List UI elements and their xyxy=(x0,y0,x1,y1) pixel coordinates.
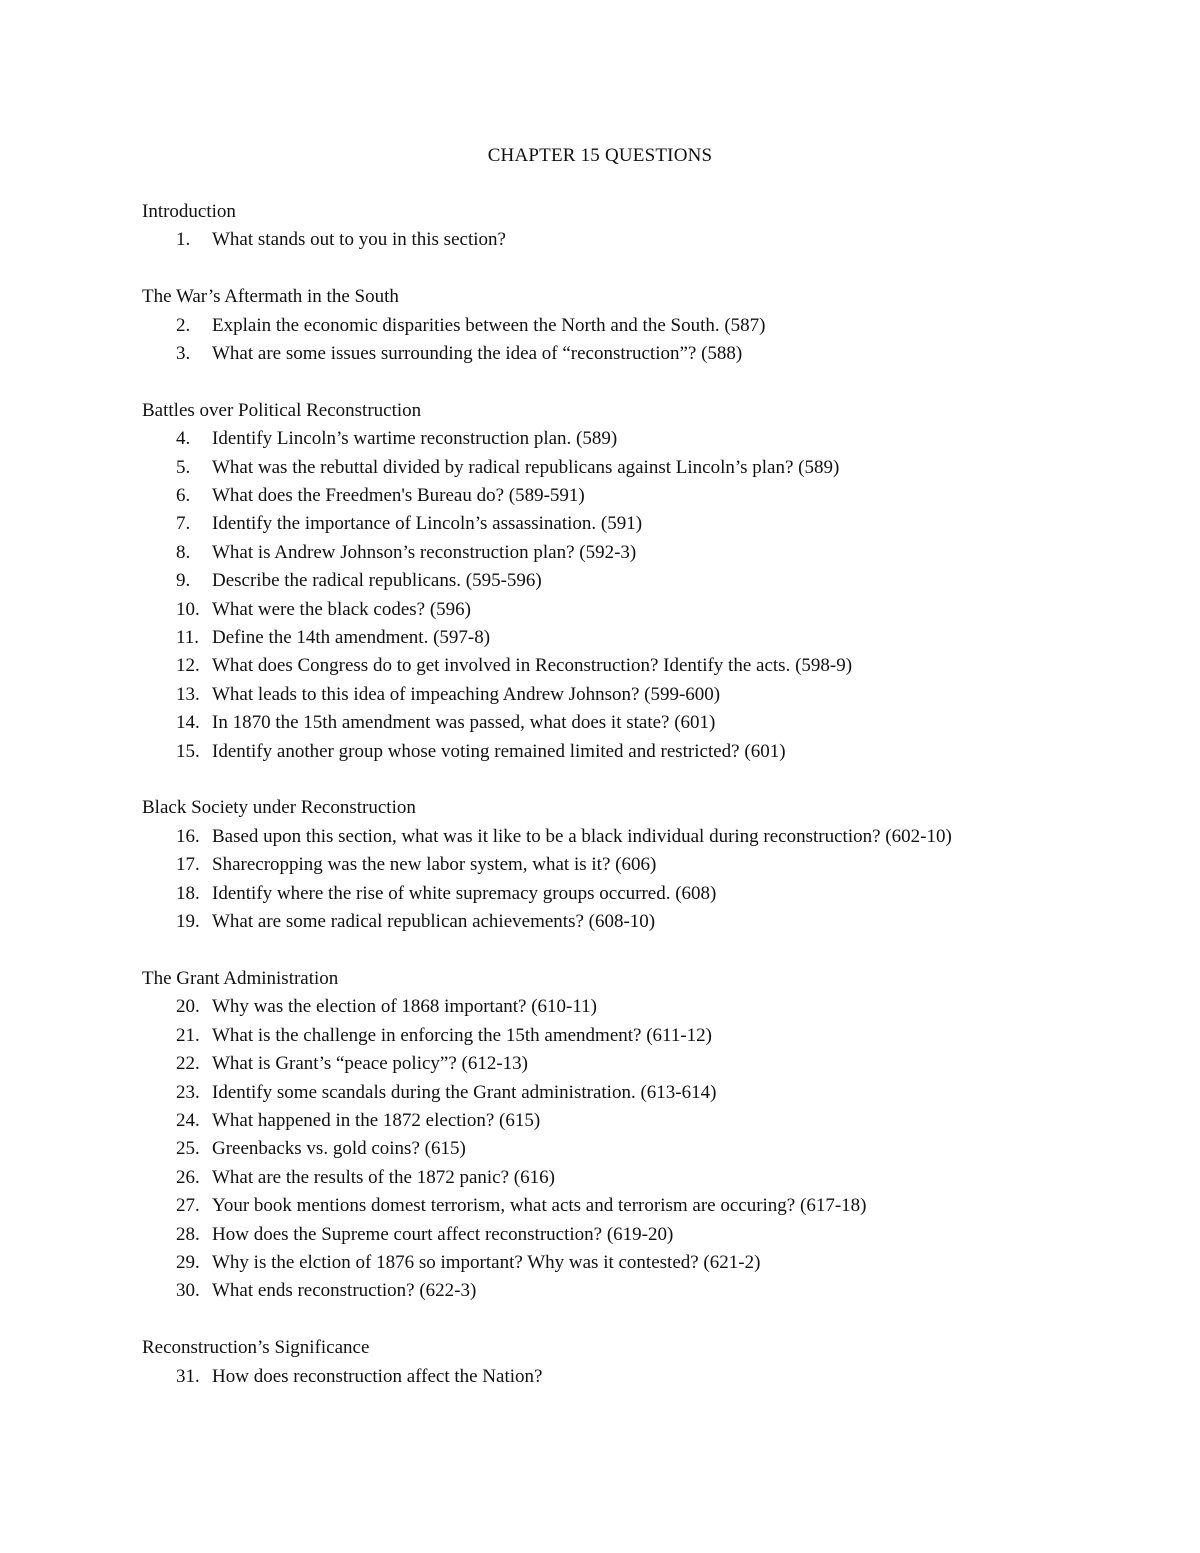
question-text: What stands out to you in this section? xyxy=(212,229,506,251)
question-text: Why is the elction of 1876 so important? Why was it contested? (621-2) xyxy=(212,1251,761,1273)
question-number: 28. xyxy=(176,1223,200,1245)
questions-content xyxy=(142,198,1102,1419)
question-text: Greenbacks vs. gold coins? (615) xyxy=(212,1138,466,1160)
question-text: What happened in the 1872 election? (615) xyxy=(212,1109,541,1131)
question-number: 19. xyxy=(176,911,200,933)
question-number: 12. xyxy=(176,655,200,677)
question-item xyxy=(142,1249,1102,1277)
question-text: Explain the economic disparities between the North and the South. (587) xyxy=(212,314,766,336)
question-item xyxy=(142,539,1102,567)
section-reconstruction-significance xyxy=(142,1334,1102,1391)
question-number: 17. xyxy=(176,854,200,876)
question-number: 24. xyxy=(176,1109,200,1131)
question-text: Identify some scandals during the Grant administration. (613-614) xyxy=(212,1081,717,1103)
question-number: 22. xyxy=(176,1053,200,1075)
question-item xyxy=(142,1022,1102,1050)
question-item xyxy=(142,454,1102,482)
question-item xyxy=(142,1050,1102,1078)
question-number: 29. xyxy=(176,1251,200,1273)
question-item xyxy=(142,425,1102,453)
section-heading: The War’s Aftermath in the South xyxy=(142,286,399,308)
page-title: CHAPTER 15 QUESTIONS xyxy=(487,145,713,166)
section-wars-aftermath xyxy=(142,283,1102,368)
question-item xyxy=(142,1221,1102,1249)
question-text: What were the black codes? (596) xyxy=(212,598,472,620)
question-number: 20. xyxy=(176,996,200,1018)
question-number: 2. xyxy=(176,314,191,336)
question-number: 9. xyxy=(176,570,191,592)
question-number: 5. xyxy=(176,456,191,478)
question-text: What does the Freedmen's Bureau do? (589-591) xyxy=(212,485,585,507)
section-heading: Introduction xyxy=(142,201,236,222)
question-number: 26. xyxy=(176,1166,200,1188)
question-text: Identify Lincoln’s wartime reconstruction plan. (589) xyxy=(212,428,618,450)
question-number: 31. xyxy=(176,1365,200,1387)
question-text: How does the Supreme court affect reconstruction? (619-20) xyxy=(212,1223,674,1245)
question-text: What are some radical republican achievements? (608-10) xyxy=(212,911,656,933)
question-number: 1. xyxy=(176,229,191,251)
question-number: 30. xyxy=(176,1280,200,1302)
question-text: What are some issues surrounding the idea of “reconstruction”? (588) xyxy=(212,343,743,365)
question-text: Based upon this section, what was it like to be a black individual during reconstruction? (602-10) xyxy=(212,825,952,847)
question-number: 18. xyxy=(176,882,200,904)
question-text: How does reconstruction affect the Nation? xyxy=(212,1365,543,1387)
question-item xyxy=(142,681,1102,709)
question-text: What was the rebuttal divided by radical republicans against Lincoln’s plan? (589) xyxy=(212,456,840,478)
question-number: 10. xyxy=(176,598,200,620)
question-number: 25. xyxy=(176,1138,200,1160)
question-text: In 1870 the 15th amendment was passed, what does it state? (601) xyxy=(212,712,716,734)
question-item xyxy=(142,1135,1102,1163)
question-item xyxy=(142,1192,1102,1220)
question-text: Identify another group whose voting remained limited and restricted? (601) xyxy=(212,740,786,762)
question-item xyxy=(142,993,1102,1021)
question-item xyxy=(142,482,1102,510)
question-text: What ends reconstruction? (622-3) xyxy=(212,1280,477,1302)
section-political-reconstruction xyxy=(142,397,1102,766)
question-item xyxy=(142,1107,1102,1135)
question-item xyxy=(142,1079,1102,1107)
question-text: Sharecropping was the new labor system, what is it? (606) xyxy=(212,854,657,876)
question-item xyxy=(142,1363,1102,1391)
question-item xyxy=(142,851,1102,879)
question-item xyxy=(142,596,1102,624)
question-item xyxy=(142,880,1102,908)
question-number: 15. xyxy=(176,740,200,762)
question-item xyxy=(142,908,1102,936)
question-number: 21. xyxy=(176,1024,200,1046)
question-text: What is Grant’s “peace policy”? (612-13) xyxy=(212,1053,529,1075)
question-text: What is the challenge in enforcing the 15th amendment? (611-12) xyxy=(212,1024,712,1046)
section-heading: Reconstruction’s Significance xyxy=(142,1337,370,1359)
question-item xyxy=(142,652,1102,680)
question-text: What leads to this idea of impeaching Andrew Johnson? (599-600) xyxy=(212,683,721,705)
question-number: 8. xyxy=(176,541,191,563)
question-item xyxy=(142,567,1102,595)
question-item xyxy=(142,340,1102,368)
question-item xyxy=(142,709,1102,737)
question-text: Your book mentions domest terrorism, what acts and terrorism are occuring? (617-18) xyxy=(212,1195,867,1217)
section-heading: The Grant Administration xyxy=(142,967,339,989)
question-number: 27. xyxy=(176,1195,200,1217)
question-text: What does Congress do to get involved in Reconstruction? Identify the acts. (598-9) xyxy=(212,655,853,677)
question-number: 3. xyxy=(176,343,191,365)
question-number: 7. xyxy=(176,513,191,535)
question-number: 4. xyxy=(176,428,191,450)
section-grant-administration xyxy=(142,965,1102,1306)
question-number: 16. xyxy=(176,825,200,847)
question-text: Define the 14th amendment. (597-8) xyxy=(212,627,491,649)
question-text: What are the results of the 1872 panic? (616) xyxy=(212,1166,555,1188)
question-text: Why was the election of 1868 important? (610-11) xyxy=(212,996,597,1018)
question-number: 6. xyxy=(176,485,191,507)
question-text: Identify the importance of Lincoln’s assassination. (591) xyxy=(212,513,643,535)
question-text: Identify where the rise of white supremacy groups occurred. (608) xyxy=(212,882,717,904)
question-item xyxy=(142,738,1102,766)
section-heading: Battles over Political Reconstruction xyxy=(142,399,422,421)
question-item xyxy=(142,624,1102,652)
question-item xyxy=(142,510,1102,538)
section-heading: Black Society under Reconstruction xyxy=(142,797,416,819)
question-number: 11. xyxy=(176,627,200,649)
section-black-society xyxy=(142,794,1102,936)
question-text: Describe the radical republicans. (595-596) xyxy=(212,570,542,592)
question-item xyxy=(142,226,1102,254)
question-item xyxy=(142,823,1102,851)
question-number: 13. xyxy=(176,683,200,705)
question-item xyxy=(142,1164,1102,1192)
question-number: 14. xyxy=(176,712,200,734)
question-number: 23. xyxy=(176,1081,200,1103)
question-item xyxy=(142,312,1102,340)
question-item xyxy=(142,1277,1102,1305)
question-text: What is Andrew Johnson’s reconstruction plan? (592-3) xyxy=(212,541,637,563)
section-introduction xyxy=(142,198,1102,255)
